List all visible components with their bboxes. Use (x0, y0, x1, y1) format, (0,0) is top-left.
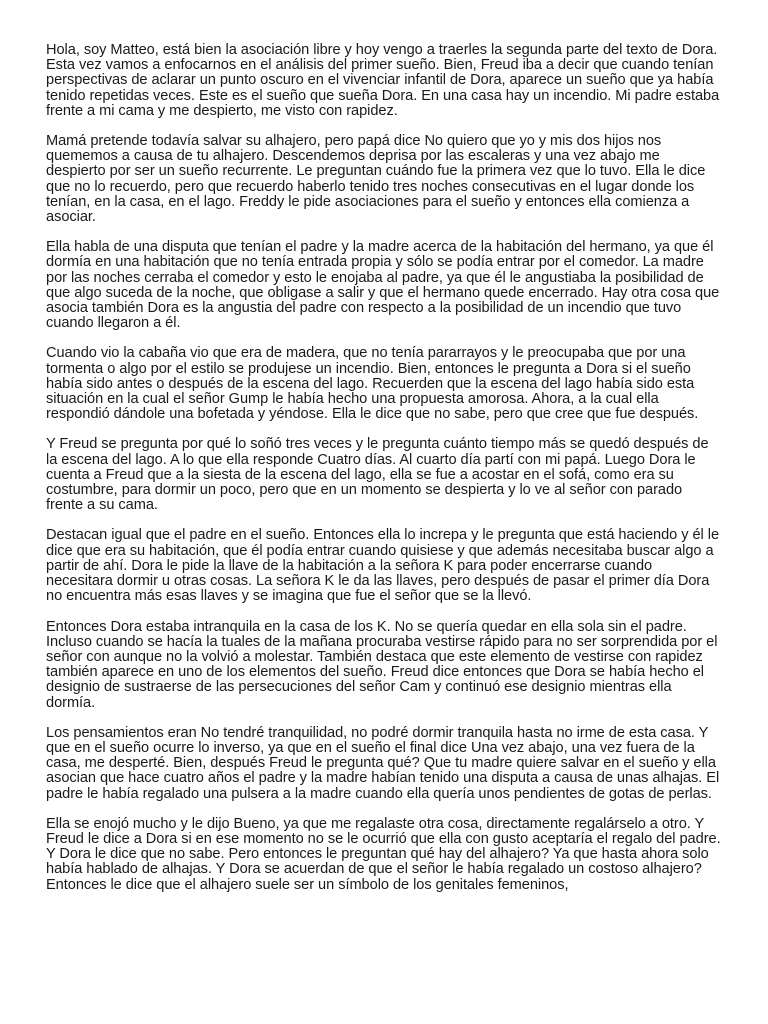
paragraph-1: Hola, soy Matteo, está bien la asociación libre y hoy vengo a traerles la segunda parte del texto de Dora. Esta vez vamos a enfocarnos en el análisis del primer sueño. Bien, Freud iba a decir que cuando tenían perspectivas de aclarar un punto oscuro en el vivenciar infantil de Dora, aparece un sueño que ya había tenido repetidas veces. Este es el sueño que sueña Dora. En una casa hay un incendio. Mi padre estaba frente a mi cama y me despierto, me visto con rapidez. (46, 42, 720, 119)
paragraph-2: Mamá pretende todavía salvar su alhajero, pero papá dice No quiero que yo y mis dos hijos nos quememos a causa de tu alhajero. Descendemos deprisa por las escaleras y una vez abajo me despierto por ser un sueño recurrente. Le preguntan cuándo fue la primera vez que lo tuvo. Ella le dice que no lo recuerdo, pero que recuerdo haberlo tenido tres noches consecutivas en el lugar donde los tenían, en la casa, en el lago. Freddy le pide asociaciones para el sueño y entonces ella comienza a asociar. (46, 133, 706, 226)
document-page (46, 43, 722, 893)
paragraph-8: Los pensamientos eran No tendré tranquilidad, no podré dormir tranquila hasta no irme de esta casa. Y que en el sueño ocurre lo inverso, ya que en el sueño el final dice Una vez abajo, una vez fuera de la casa, me desperté. Bien, después Freud le pregunta qué? Que tu madre quiere salvar en el sueño y ella asocian que hace cuatro años el padre y la madre habían tenido una disputa a causa de unas alhajas. El padre le había regalado una pulsera a la madre cuando ella quería unos pendientes de gotas de perlas. (46, 724, 720, 802)
paragraph-3: Ella habla de una disputa que tenían el padre y la madre acerca de la habitación del hermano, ya que él dormía en una habitación que no tenía entrada propia y sólo se podía entrar por el comedor. La madre por las noches cerraba el comedor y esto le enojaba al padre, ya que él le angustiaba la posibilidad de que algo suceda de la noche, que obligase a salir y que el hermano quede encerrado. Hay otra cosa que asocia también Dora es la angustia del padre con respecto a la posibilidad de un incendio que tuvo cuando llegaron a él. (46, 239, 720, 332)
paragraph-4: Cuando vio la cabaña vio que era de madera, que no tenía pararrayos y le preocupaba que por una tormenta o algo por el estilo se produjese un incendio. Bien, entonces le pregunta a Dora si el sueño había sido antes o después de la escena del lago. Recuerden que la escena del lago había sido esta situación en la cual el señor Gump le había hecho una propuesta amorosa. Ahora, a la cual ella respondió dándole una bofetada y yéndose. Ella le dice que no sabe, pero que cree que fue después. (46, 345, 699, 423)
paragraph-6: Destacan igual que el padre en el sueño. Entonces ella lo increpa y le pregunta que está haciendo y él le dice que era su habitación, que él podía entrar cuando quisiese y que además necesitaba buscar algo a partir de ahí. Dora le pide la llave de la habitación a la señora K para poder encerrarse cuando necesitara dormir u otras cosas. La señora K le da las llaves, pero después de pasar el primer día Dora no encuentra más esas llaves y se imagina que fue el señor que se la llevó. (46, 527, 720, 605)
paragraph-9: Ella se enojó mucho y le dijo Bueno, ya que me regalaste otra cosa, directamente regalárselo a otro. Y Freud le dice a Dora si en ese momento no se le ocurrió que ella con gusto aceptaría el regalo del padre. Y Dora le dice que no sabe. Pero entonces le preguntan qué hay del alhajero? Ya que hasta ahora solo había hablado de alhajas. Y Dora se acuerdan de que el señor le había regalado un costoso alhajero? Entonces le dice que el alhajero suele ser un símbolo de los genitales femeninos, (46, 815, 721, 893)
paragraph-7: Entonces Dora estaba intranquila en la casa de los K. No se quería quedar en ella sola sin el padre. Incluso cuando se hacía la tuales de la mañana procuraba vestirse rápido para no ser sorprendida por el señor con aunque no la volvió a molestar. También destaca que este elemento de vestirse con rapidez también aparece en uno de los elementos del sueño. Freud dice entonces que Dora se había hecho el designio de sustraerse de las persecuciones del señor Cam y continuó ese designio mientras ella dormía. (46, 618, 718, 711)
paragraph-5: Y Freud se pregunta por qué lo soñó tres veces y le pregunta cuánto tiempo más se quedó después de la escena del lago. A lo que ella responde Cuatro días. Al cuarto día partí con mi papá. Luego Dora le cuenta a Freud que a la siesta de la escena del lago, ella se fue a acostar en el sofá, como era su costumbre, para dormir un poco, pero que en un momento se despierta y lo ve al señor con parado frente a su cama. (46, 436, 709, 514)
